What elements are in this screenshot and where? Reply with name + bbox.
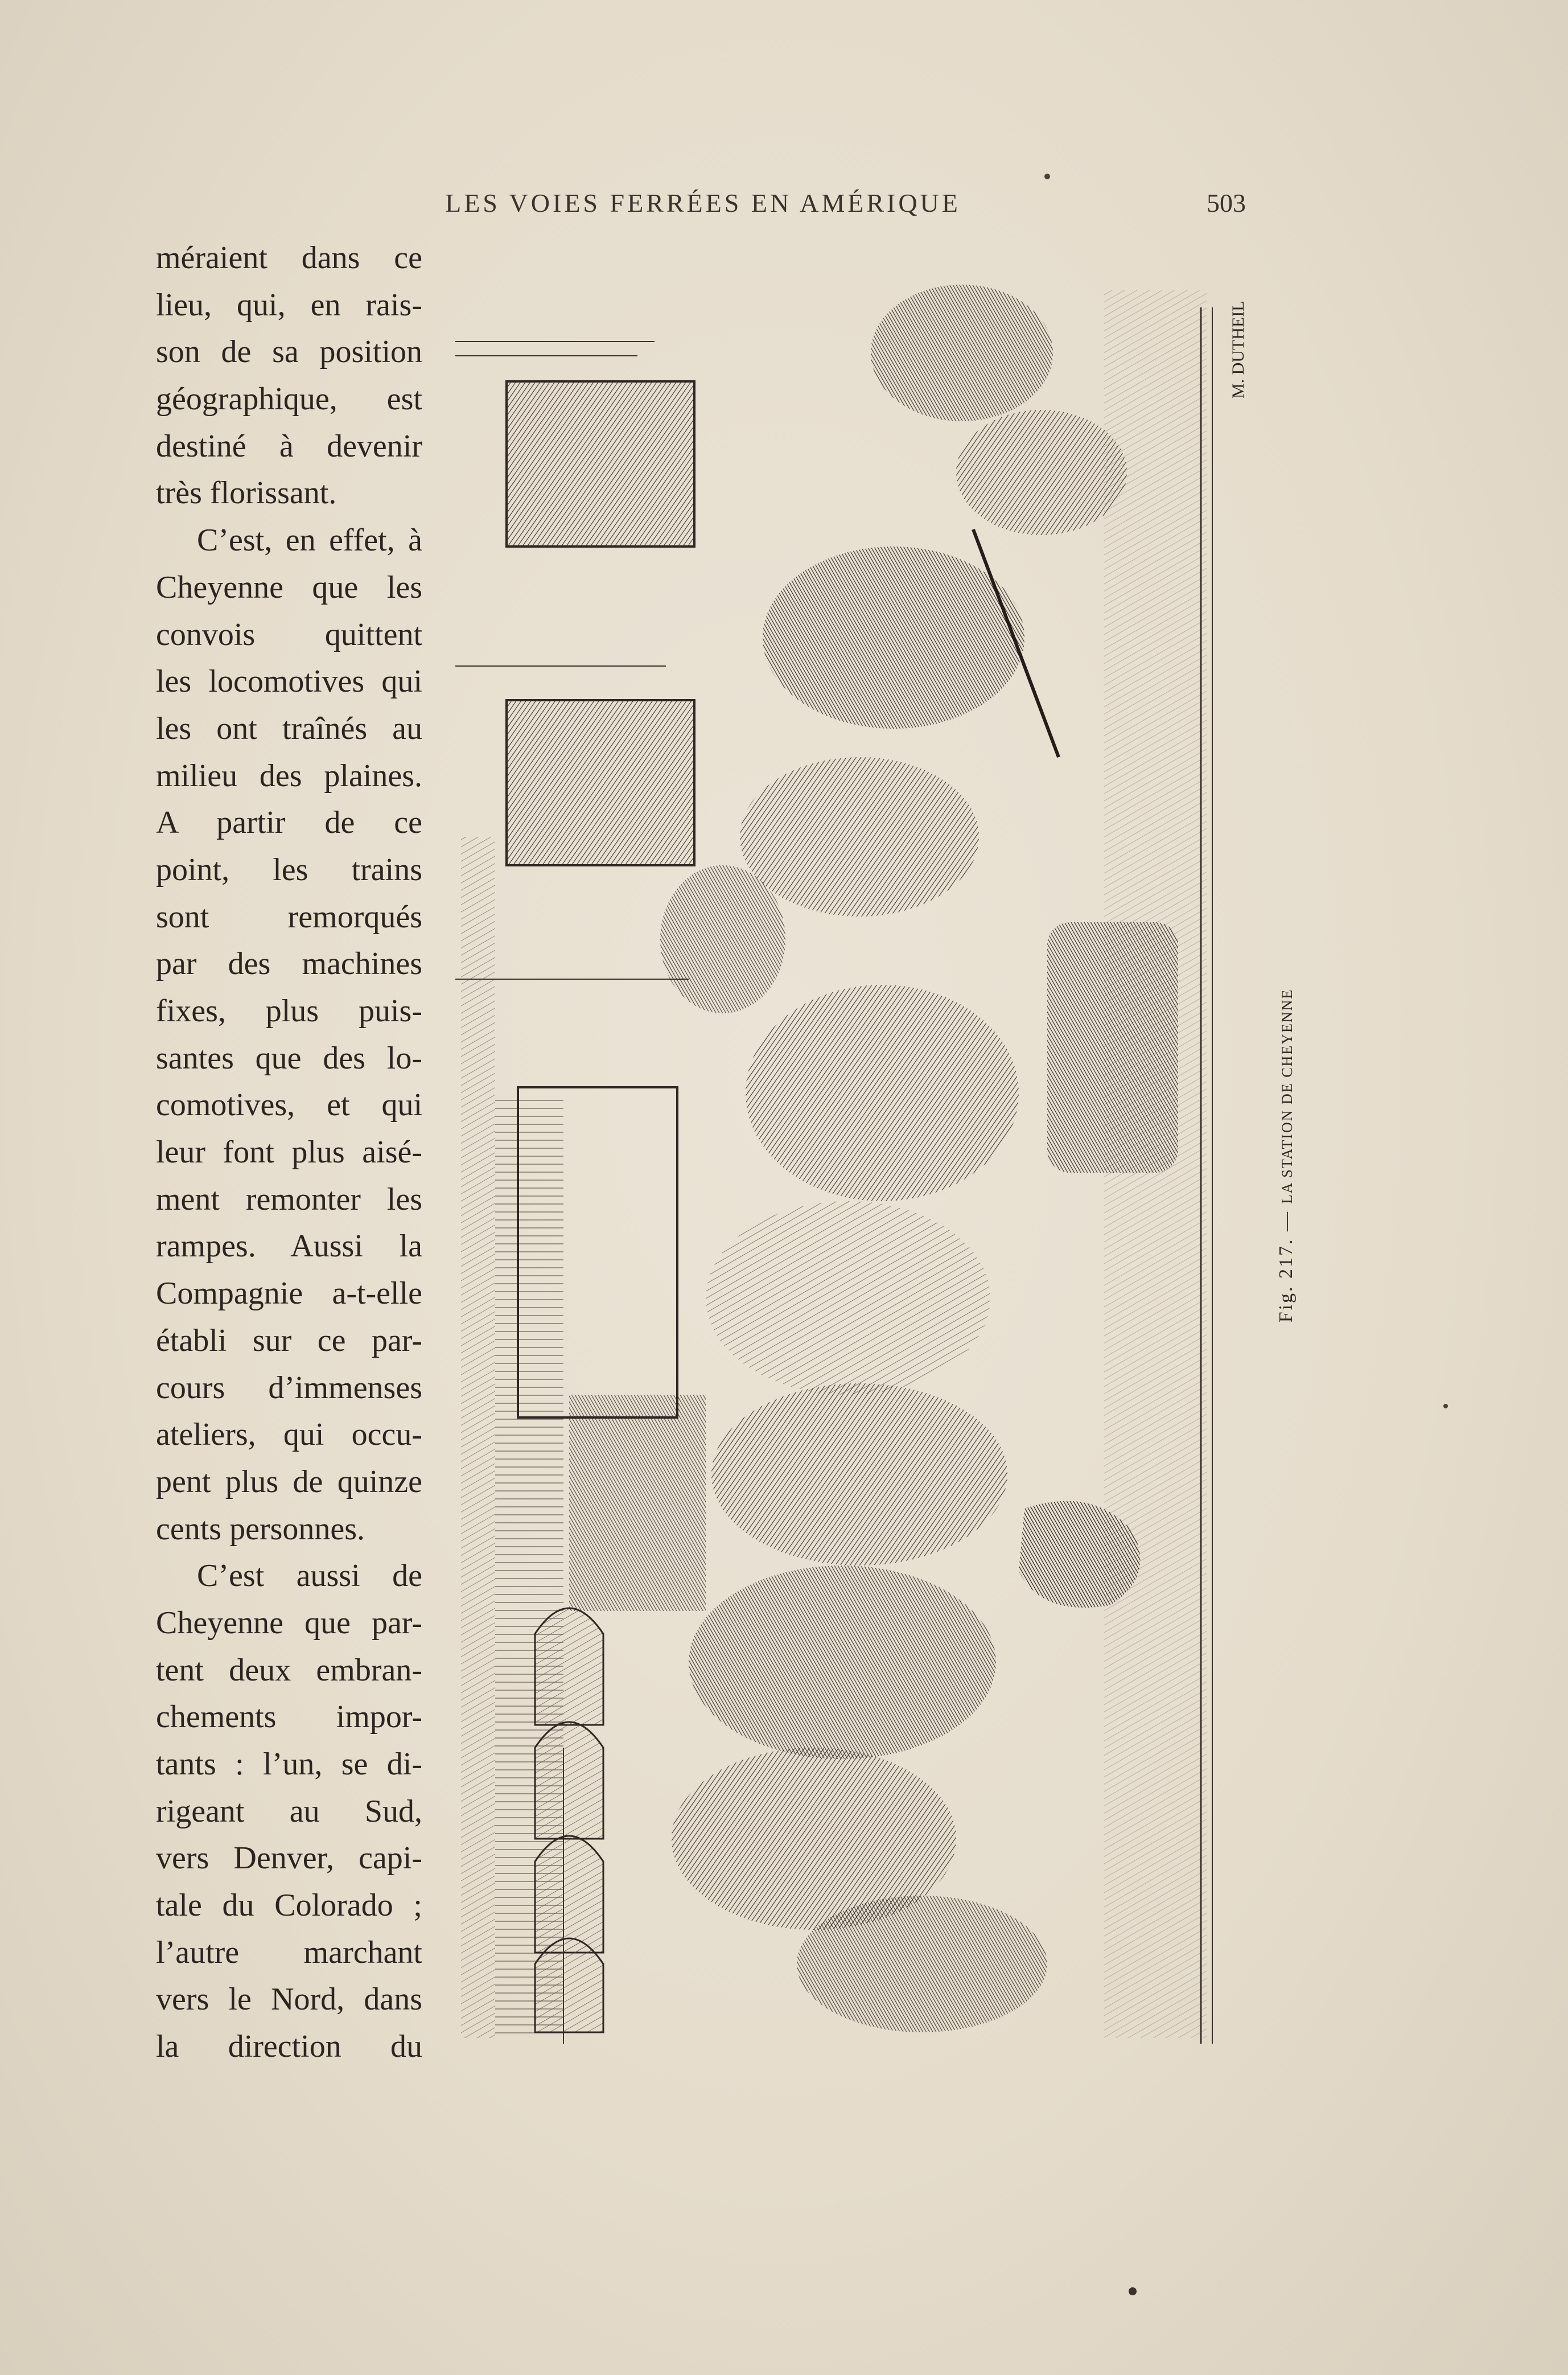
- text-line: les ont traînés au: [156, 710, 422, 746]
- artist-signature: M. DUTHEIL: [1229, 301, 1246, 398]
- text-line: cours d’immenses: [156, 1370, 422, 1406]
- text-line: les locomotives qui: [156, 664, 422, 700]
- text-line: leur font plus aisé-: [156, 1135, 422, 1170]
- caption-dash: —: [1275, 1210, 1297, 1231]
- text-line: ateliers, qui occu-: [156, 1417, 422, 1453]
- text-line: point, les trains: [156, 852, 422, 887]
- text-line: rigeant au Sud,: [156, 1793, 422, 1829]
- text-line: fixes, plus puis-: [156, 993, 422, 1029]
- figure-title: LA STATION DE CHEYENNE: [1279, 988, 1295, 1204]
- text-line: A partir de ce: [156, 805, 422, 841]
- text-line: C’est, en effet, à: [197, 523, 422, 558]
- text-line: lieu, qui, en rais-: [156, 287, 422, 323]
- text-line: l’autre marchant: [156, 1934, 422, 1970]
- text-line: comotives, et qui: [156, 1087, 422, 1123]
- text-line: sont remorqués: [156, 899, 422, 935]
- text-line: Cheyenne que les: [156, 569, 422, 605]
- page-number: 503: [1207, 188, 1246, 217]
- text-line: par des machines: [156, 946, 422, 982]
- text-line: rampes. Aussi la: [156, 1228, 422, 1264]
- running-title: LES VOIES FERRÉES EN AMÉRIQUE: [445, 188, 961, 217]
- text-line: tale du Colorado ;: [156, 1888, 422, 1924]
- text-line: milieu des plaines.: [156, 758, 422, 794]
- text-line: santes que des lo-: [156, 1040, 422, 1076]
- text-line: la direction du: [156, 2029, 422, 2065]
- text-line: Cheyenne que par-: [156, 1605, 422, 1641]
- text-line: convois quittent: [156, 617, 422, 652]
- text-line: tants : l’un, se di-: [156, 1747, 422, 1782]
- text-line: établi sur ce par-: [156, 1322, 422, 1358]
- text-line: géographique, est: [156, 381, 422, 417]
- text-line: très florissant.: [156, 475, 337, 511]
- text-line: C’est aussi de: [197, 1558, 422, 1594]
- text-line: tent deux embran-: [156, 1652, 422, 1688]
- text-line: chements impor-: [156, 1699, 422, 1735]
- text-line: pent plus de quinze: [156, 1464, 422, 1499]
- text-line: méraient dans ce: [156, 240, 422, 276]
- text-line: Compagnie a-t-elle: [156, 1276, 422, 1312]
- text-line: cents personnes.: [156, 1511, 365, 1547]
- text-line: vers le Nord, dans: [156, 1982, 422, 2017]
- text-line: ment remonter les: [156, 1181, 422, 1217]
- figure-number: Fig. 217.: [1275, 1238, 1297, 1323]
- text-line: son de sa position: [156, 334, 422, 370]
- text-line: destiné à devenir: [156, 428, 422, 464]
- text-line: vers Denver, capi-: [156, 1840, 422, 1876]
